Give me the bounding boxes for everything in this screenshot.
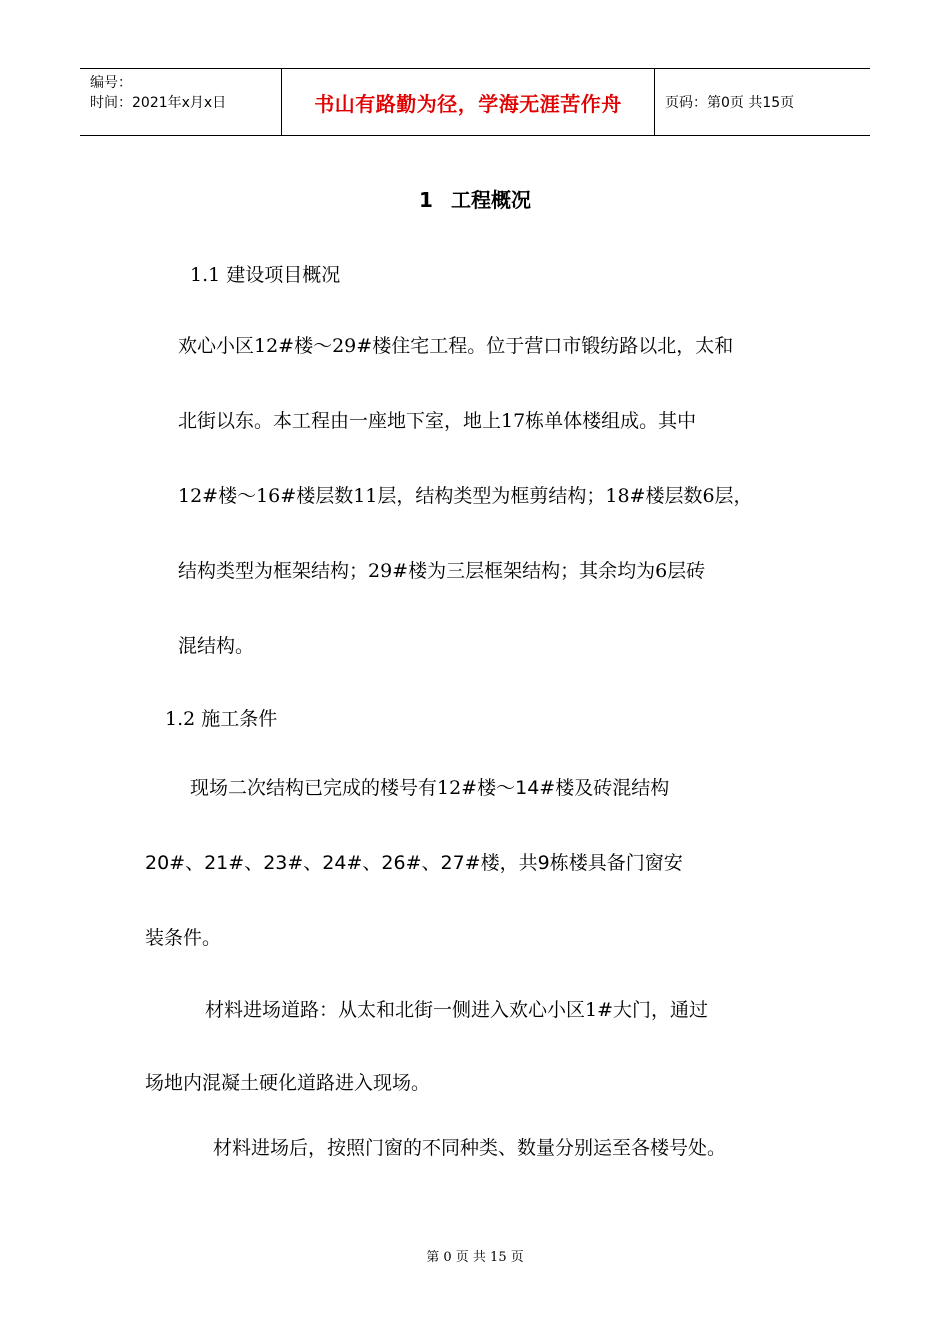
text-run: 现场二次结构已完成的楼号有12#楼 [190, 777, 497, 799]
paragraph-line [145, 848, 683, 875]
header-page-info: 页码：第0页 共15页 [665, 95, 795, 111]
section-heading-1-2: 1.2 施工条件 [165, 708, 278, 730]
paragraph-line: 材料进场道路：从太和北街一侧进入欢心小区1#大门，通过 [205, 999, 709, 1021]
text-run: 楼，共 [480, 852, 538, 874]
chapter-number: 1 [419, 188, 433, 212]
header-meta [80, 69, 281, 135]
date-label: 时间：2021年x月x日 [90, 95, 227, 111]
paragraph-line: 混结构。 [178, 635, 255, 657]
paragraph-line [190, 773, 669, 800]
text-run: 栋楼具备门窗安 [549, 852, 683, 874]
page-header [80, 68, 870, 136]
text-run: 9 [537, 852, 550, 874]
paragraph-line: 12#楼～16#楼层数11层，结构类型为框剪结构；18#楼层数6层， [178, 485, 753, 507]
paragraph-line: 场地内混凝土硬化道路进入现场。 [145, 1072, 431, 1094]
chapter-title-text: 工程概况 [450, 188, 531, 212]
text-run: ～14# [496, 777, 556, 799]
serial-number-label: 编号： [90, 75, 132, 91]
text-run: 20#、21#、23#、24#、26#、27# [145, 852, 481, 874]
paragraph-line: 装条件。 [145, 927, 222, 949]
page-footer: 第 0 页 共 15 页 [426, 1250, 524, 1265]
text-run: 楼及砖混结构 [555, 777, 670, 799]
paragraph-line: 欢心小区12#楼～29#楼住宅工程。位于营口市锻纺路以北，太和 [178, 335, 734, 357]
header-motto: 书山有路勤为径，学海无涯苦作舟 [281, 69, 655, 135]
paragraph-line: 结构类型为框架结构；29#楼为三层框架结构；其余均为6层砖 [178, 560, 706, 582]
section-heading-1-1: 1.1 建设项目概况 [190, 264, 341, 286]
chapter-title [0, 184, 950, 213]
paragraph-line: 材料进场后，按照门窗的不同种类、数量分别运至各楼号处。 [213, 1137, 727, 1159]
paragraph-line: 北街以东。本工程由一座地下室，地上17栋单体楼组成。其中 [178, 410, 697, 432]
